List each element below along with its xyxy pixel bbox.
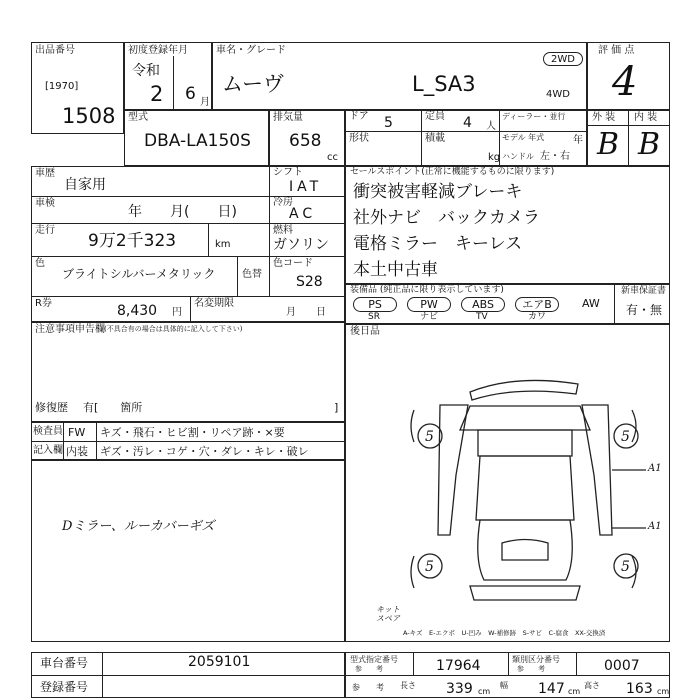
tire-left-rear xyxy=(411,556,414,588)
history-label: 車歴 xyxy=(35,168,55,179)
handle-value: 左・右 xyxy=(540,151,570,162)
ext-int-hline xyxy=(587,125,670,126)
cabin-outline xyxy=(478,430,572,456)
width-label: 幅 xyxy=(500,681,508,690)
reg-no-label: 登録番号 xyxy=(40,680,89,694)
ref-label-3: 参 考 xyxy=(352,683,384,692)
caution-box xyxy=(31,322,345,422)
warranty-label: 新車保証書 xyxy=(621,286,667,296)
equip-airbag: エアB xyxy=(515,297,559,312)
color-code-label: 色コード xyxy=(273,258,313,269)
warranty-value: 有・無 xyxy=(626,303,663,317)
equip-aw: AW xyxy=(582,297,600,310)
yen-unit: 円 xyxy=(172,307,182,318)
displacement: 658 xyxy=(289,131,322,151)
repair-close: ] xyxy=(334,401,339,414)
footer-right-vline-3 xyxy=(576,652,577,675)
class-label: 類別区分番号 xyxy=(512,655,560,664)
width: 147 xyxy=(538,681,565,697)
caution-hint: (不具合有の場合は具体的に記入して下さい) xyxy=(104,325,243,333)
car-diagram xyxy=(350,360,668,630)
mark-a1-upper: A1 xyxy=(648,463,662,474)
height: 163 xyxy=(626,681,653,697)
roof-outline xyxy=(476,456,574,520)
ref-label-2: 参 考 xyxy=(517,665,545,673)
mark-5-rf: 5 xyxy=(621,429,630,445)
type-spec-label: 型式指定番号 xyxy=(350,655,398,664)
doors: 5 xyxy=(384,115,393,131)
equipment-divider xyxy=(614,284,615,324)
drive-4wd: 4WD xyxy=(546,89,570,100)
doors-hline xyxy=(345,131,587,132)
selling-points-label: セールスポイント(正常に機能するものに限ります) xyxy=(350,167,555,177)
ac: AC xyxy=(289,206,317,222)
recycle-value: 8,430 xyxy=(117,303,158,319)
class: 0007 xyxy=(604,658,640,674)
repair-value: 有[ 箇所 xyxy=(83,401,143,414)
year-unit: 年 xyxy=(573,135,583,146)
top-hood-outline xyxy=(460,406,590,430)
equip-sr: SR xyxy=(368,312,380,322)
inspector-label: 検査員 xyxy=(33,426,63,437)
shift-label: シフト xyxy=(273,167,303,178)
selling-point-3: 電格ミラー キーレス xyxy=(353,234,523,254)
dealer-divider xyxy=(499,110,500,166)
mileage-unit: km xyxy=(215,239,231,250)
tire-left-front xyxy=(411,410,414,442)
name-change-value: 月 日 xyxy=(286,307,326,318)
length-label: 長さ xyxy=(400,681,416,690)
ac-label: 冷房 xyxy=(273,197,293,208)
diagram-legend: A-キズ E-エクボ U-凹み W-補修跡 S-サビ C-腐食 XX-交換済 xyxy=(403,629,606,637)
color-code: S28 xyxy=(296,274,323,290)
mileage-label: 走行 xyxy=(35,225,55,236)
footer-left-hline xyxy=(31,675,345,676)
recycle-vline xyxy=(190,296,191,322)
mileage: 9万2千323 xyxy=(88,231,177,251)
dealer-label: ディーラー・並行 xyxy=(502,112,566,121)
fuel: ガソリン xyxy=(273,237,329,253)
chassis: 2059101 xyxy=(188,654,251,670)
footer-right-vline-2 xyxy=(508,652,509,675)
rear-bumper-outline xyxy=(470,586,580,600)
int-label: 内装 xyxy=(66,445,88,458)
equip-leather: カワ xyxy=(528,312,547,322)
details-hline-1 xyxy=(31,196,345,197)
grade: L_SA3 xyxy=(412,72,476,96)
reg-divider xyxy=(173,56,174,110)
car-name-label: 車名・グレード xyxy=(216,45,286,56)
caution-label: 注意事項申告欄 xyxy=(35,324,105,335)
height-unit: cm xyxy=(657,687,670,696)
name-change-label: 名変期限 xyxy=(194,298,234,309)
handwritten-box xyxy=(31,460,345,642)
inspector-vline-2 xyxy=(96,422,97,460)
exterior-label: 外 装 xyxy=(592,112,616,123)
footer-left-vline xyxy=(102,652,103,698)
color: ブライトシルバーメタリック xyxy=(62,267,216,281)
equip-ps: PS xyxy=(353,297,397,312)
equip-pw: PW xyxy=(407,297,451,312)
inspection-value: 年 月( 日) xyxy=(128,204,237,220)
equip-navi: ナビ xyxy=(420,312,439,322)
chassis-label: 車台番号 xyxy=(40,656,89,670)
capacity-label: 定員 xyxy=(425,111,445,122)
colorchange-vline xyxy=(237,256,238,296)
reg-month: 6 xyxy=(185,84,196,104)
repair-label: 修復歴 xyxy=(35,401,68,414)
exterior-grade: B xyxy=(597,127,620,162)
weight-unit: kg xyxy=(488,152,501,163)
doors-label: ドア xyxy=(349,111,369,122)
mark-5-lr: 5 xyxy=(425,559,434,575)
selling-point-2: 社外ナビ バックカメラ xyxy=(353,208,540,228)
selling-point-4: 本土中古車 xyxy=(353,260,438,280)
month-unit: 月 xyxy=(200,97,210,108)
capacity: 4 xyxy=(463,115,472,131)
capacity-unit: 人 xyxy=(486,121,496,132)
score: 4 xyxy=(612,59,638,105)
left-side-outline xyxy=(438,405,468,535)
mark-5-rr: 5 xyxy=(621,559,630,575)
footer-right-hline xyxy=(345,675,670,676)
shift: IAT xyxy=(289,179,323,195)
model-label: 型式 xyxy=(128,112,148,123)
era: 令和 xyxy=(132,63,160,79)
car-name: ムーヴ xyxy=(222,72,284,96)
length: 339 xyxy=(446,681,473,697)
doors-divider xyxy=(421,110,422,166)
footer-right-vline-1 xyxy=(413,652,414,675)
history: 自家用 xyxy=(64,177,106,193)
handle-label: ハンドル xyxy=(502,152,534,161)
mileage-vline xyxy=(208,223,209,256)
recycle-label: R券 xyxy=(35,298,52,309)
type-spec: 17964 xyxy=(436,658,481,674)
color-label: 色 xyxy=(35,258,45,269)
cc-unit: cc xyxy=(327,152,338,163)
interior-label: 内 装 xyxy=(634,112,658,123)
height-label: 高さ xyxy=(584,681,600,690)
equipment-label: 装備品 (純正品に限り表示しています) xyxy=(350,285,504,295)
inspector-vline-1 xyxy=(63,422,64,460)
stamp-kit-spare: キット スペア xyxy=(376,605,400,623)
front-bumper-outline xyxy=(470,380,578,400)
handwritten-note: Dミラー、ルーカバーギズ xyxy=(62,519,215,534)
details-hline-2 xyxy=(31,223,345,224)
later-label: 後日品 xyxy=(350,326,380,337)
ref-label-1: 参 考 xyxy=(355,665,383,673)
weight-label: 積載 xyxy=(425,133,445,144)
reg-year: 2 xyxy=(150,82,164,106)
reg-label: 初度登録年月 xyxy=(128,45,188,56)
length-unit: cm xyxy=(478,687,491,696)
int-text: ギズ・汚レ・コゲ・穴・ダレ・キレ・破レ xyxy=(100,445,309,458)
right-side-outline xyxy=(582,405,612,535)
color-change-label: 色替 xyxy=(242,269,262,280)
details-vline xyxy=(269,166,270,296)
equip-tv: TV xyxy=(476,312,488,322)
fuel-label: 燃料 xyxy=(273,225,293,236)
entry-label: 記入欄 xyxy=(33,445,63,456)
width-unit: cm xyxy=(568,687,581,696)
equip-abs: ABS xyxy=(461,297,505,312)
selling-point-1: 衝突被害軽減ブレーキ xyxy=(353,182,523,202)
drive-2wd: 2WD xyxy=(543,52,583,66)
model: DBA-LA150S xyxy=(144,131,251,151)
model-year-label: モデル 年式 xyxy=(502,133,545,142)
rear-outline xyxy=(478,520,573,580)
fw-label: FW xyxy=(68,426,86,439)
lot-label: 出品番号 xyxy=(35,45,75,56)
fw-text: キズ・飛石・ヒビ割・リペア跡・×要 xyxy=(100,426,285,439)
mark-5-lf: 5 xyxy=(425,429,434,445)
details-hline-3 xyxy=(31,256,345,257)
inspector-hline xyxy=(31,441,345,442)
score-label: 評 価 点 xyxy=(598,45,635,56)
details-hline-4 xyxy=(31,296,345,297)
lot-number: 1508 xyxy=(62,104,116,128)
ext-int-divider xyxy=(628,110,629,166)
interior-grade: B xyxy=(638,127,661,162)
mark-a1-lower: A1 xyxy=(648,521,662,532)
lot-prefix: [1970] xyxy=(45,81,79,92)
hatch-outline xyxy=(502,540,548,561)
shape-label: 形状 xyxy=(349,133,369,144)
displacement-label: 排気量 xyxy=(273,112,303,123)
tire-right-rear xyxy=(632,556,636,588)
inspection-label: 車検 xyxy=(35,198,55,209)
